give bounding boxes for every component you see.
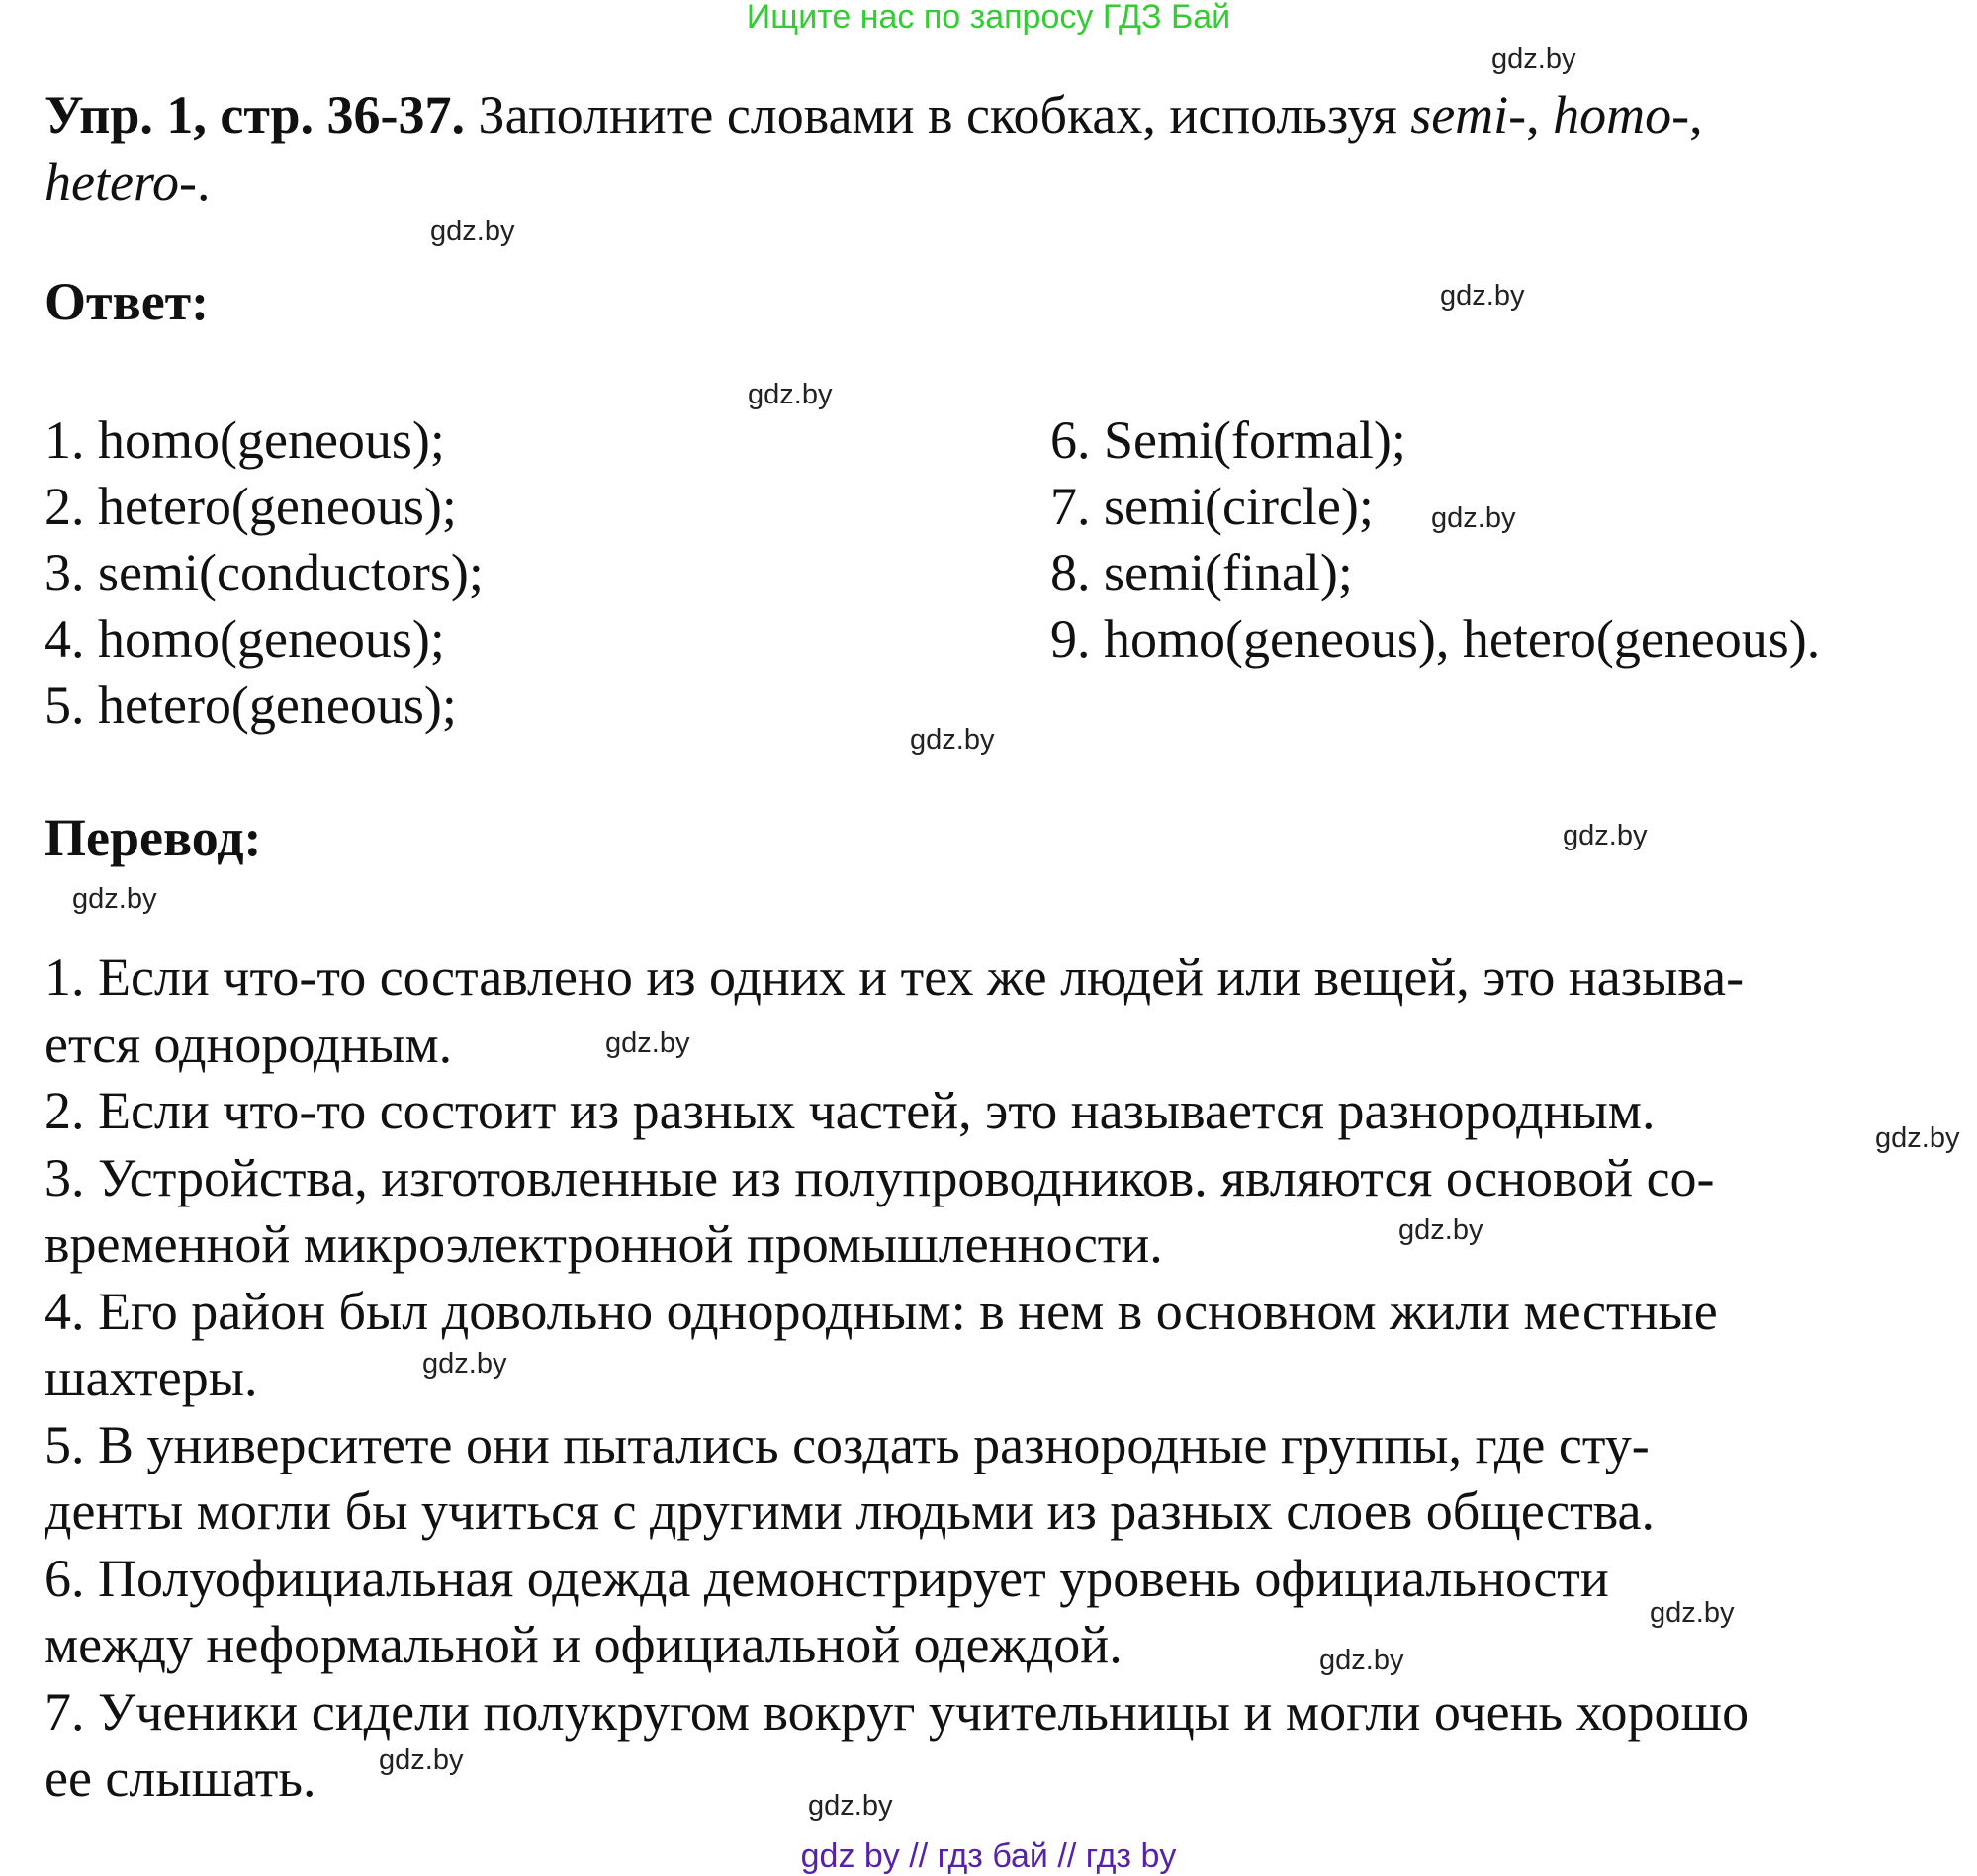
watermark: gdz.by — [422, 1348, 507, 1380]
translation-line: денты могли бы учиться с другими людьми из разных слоев общества. — [45, 1481, 1655, 1541]
watermark: gdz.by — [430, 216, 515, 247]
translation-line: шахтеры. — [45, 1348, 258, 1407]
watermark: gdz.by — [72, 883, 157, 915]
translation-line: 3. Устройства, изготовленные из полупроводников. являются основой со- — [45, 1147, 1715, 1207]
translation-line: ее слышать. — [45, 1748, 316, 1808]
task-text: Заполните словами в скобках, используя — [465, 85, 1411, 144]
answer-heading: Ответ: — [45, 272, 210, 331]
task-separator: , — [1689, 85, 1703, 144]
watermark: gdz.by — [1875, 1122, 1960, 1154]
task-statement — [45, 81, 1703, 216]
translation-line: временной микроэлектронной промышленности. — [45, 1214, 1163, 1274]
answers-right-column — [1050, 407, 1820, 672]
watermark: gdz.by — [910, 724, 995, 756]
watermark: gdz.by — [1319, 1645, 1404, 1676]
answer-item: 5. hetero(geneous); — [45, 675, 457, 735]
translation-line: 1. Если что-то составлено из одних и тех же людей или вещей, это называ- — [45, 947, 1745, 1007]
watermark: gdz.by — [748, 379, 833, 410]
watermark: gdz.by — [1440, 280, 1525, 312]
watermark: gdz.by — [1398, 1214, 1483, 1246]
answer-item: 1. homo(geneous); — [45, 410, 445, 470]
task-end: . — [196, 152, 211, 212]
watermark: gdz.by — [1650, 1597, 1735, 1629]
answer-item: 7. semi(circle); — [1050, 477, 1374, 536]
watermark: gdz.by — [1431, 502, 1516, 534]
answer-item: 8. semi(final); — [1050, 543, 1353, 602]
answer-item: 9. homo(geneous), hetero(geneous). — [1050, 609, 1821, 669]
translation-line: ется однородным. — [45, 1014, 453, 1074]
watermark: gdz.by — [1563, 820, 1648, 851]
top-banner: Ищите нас по запросу ГДЗ Бай — [746, 0, 1231, 36]
answers-left-column — [45, 407, 484, 739]
watermark: gdz.by — [1491, 44, 1576, 75]
translation-line: 2. Если что-то состоит из разных частей, это называется разнородным. — [45, 1081, 1656, 1140]
task-term-hetero: hetero- — [45, 152, 197, 212]
task-term-semi: semi- — [1410, 85, 1527, 144]
watermark: gdz.by — [605, 1027, 690, 1059]
translation-line: 7. Ученики сидели полукругом вокруг учительницы и могли очень хорошо — [45, 1681, 1750, 1742]
answer-item: 4. homo(geneous); — [45, 609, 445, 669]
answer-item: 2. hetero(geneous); — [45, 477, 457, 536]
translation-line: между неформальной и официальной одеждой. — [45, 1615, 1123, 1674]
translation-heading: Перевод: — [45, 808, 262, 867]
task-separator: , — [1526, 85, 1554, 144]
task-term-homo: homo- — [1553, 85, 1690, 144]
translation-line: 4. Его район был довольно однородным: в нем в основном жили местные — [45, 1281, 1718, 1341]
footer-links: gdz by // гдз бай // гдз by — [800, 1837, 1177, 1875]
answer-item: 3. semi(conductors); — [45, 543, 484, 602]
watermark: gdz.by — [808, 1790, 893, 1822]
answer-item: 6. Semi(formal); — [1050, 410, 1406, 470]
translation-body — [45, 944, 1749, 1813]
translation-line: 6. Полуофициальная одежда демонстрирует уровень официальности — [45, 1548, 1609, 1608]
task-label: Упр. 1, стр. 36-37. — [45, 85, 466, 144]
translation-line: 5. В университете они пытались создать разнородные группы, где сту- — [45, 1414, 1650, 1474]
watermark: gdz.by — [379, 1744, 464, 1776]
